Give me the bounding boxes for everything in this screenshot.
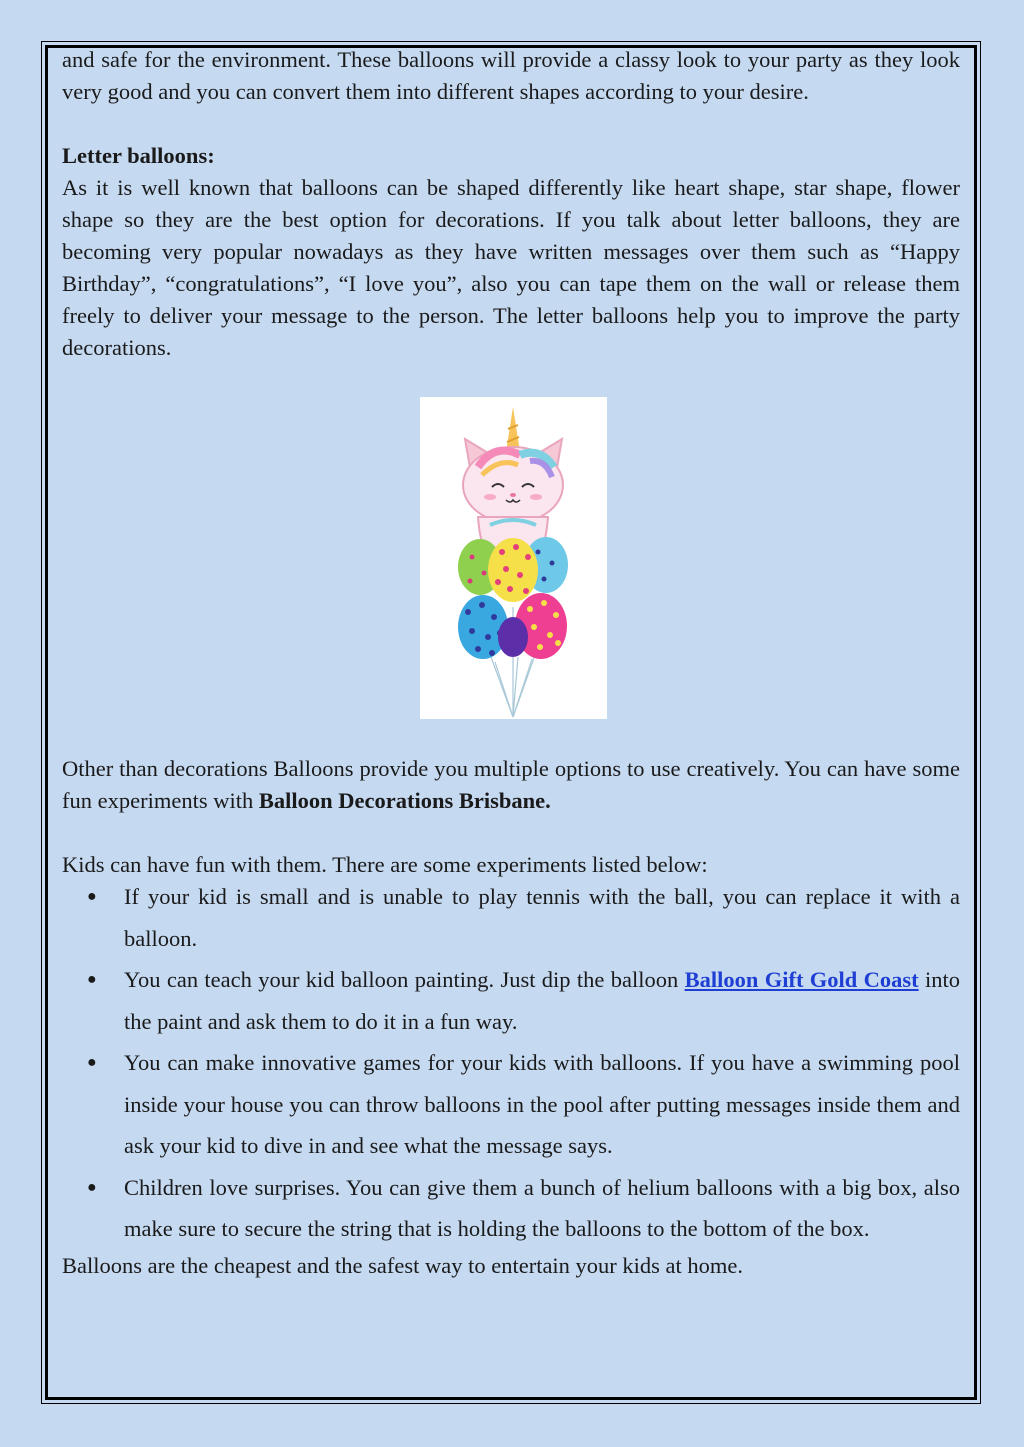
- brisbane-keyword: Balloon Decorations Brisbane.: [258, 788, 551, 813]
- list-item-text: into the paint and ask them to do it in a fun way.: [124, 967, 960, 1034]
- balloon-bouquet-image: [420, 397, 607, 719]
- experiments-list: [62, 876, 960, 1250]
- list-item-text: If your kid is small and is unable to play tennis with the ball, you can replace it with a balloon.: [124, 884, 960, 951]
- kids-intro: Kids can have fun with them. There are some experiments listed below:: [62, 852, 708, 877]
- bullet-icon: ●: [87, 1178, 97, 1196]
- list-item-text: Children love surprises. You can give them a bunch of helium balloons with a big box, also make sure to secure the string that is holding the balloons to the bottom of the box.: [124, 1174, 960, 1241]
- closing-paragraph: Balloons are the cheapest and the safest way to entertain your kids at home.: [62, 1252, 744, 1278]
- letter-balloons-heading: Letter balloons:: [62, 143, 215, 168]
- list-item-text: You can teach your kid balloon painting. Just dip the balloon: [124, 967, 685, 992]
- lower-content: [62, 753, 960, 1282]
- other-options-paragraph: [62, 753, 960, 817]
- list-item: [62, 876, 960, 959]
- upper-content: [62, 44, 960, 364]
- other-options-text: Other than decorations Balloons provide you multiple options to use creatively. You can have some fun experiments with: [62, 756, 960, 813]
- balloon-gift-gold-coast-link[interactable]: Balloon Gift Gold Coast: [684, 967, 919, 992]
- list-item-text: You can make innovative games for your kids with balloons. If you have a swimming pool inside your house you can throw balloons in the pool after putting messages inside them and ask your kid to dive in and see what the message says.: [124, 1050, 960, 1158]
- list-item: [62, 1042, 960, 1167]
- list-item: [62, 1167, 960, 1250]
- intro-paragraph: and safe for the environment. These balloons will provide a classy look to your party as they look very good and you can convert them into different shapes according to your desire.: [62, 47, 960, 104]
- bullet-icon: ●: [87, 971, 97, 988]
- bullet-icon: ●: [87, 888, 97, 905]
- letter-balloons-paragraph: As it is well known that balloons can be shaped differently like heart shape, star shape, flower shape so they are the best option for decorations. If you talk about letter balloons, they are becoming very popular nowadays as they have written messages over them such as “Happy Birthday”, “congratulations”, “I love you”, also you can tape them on the wall or release them freely to deliver your message to the person. The letter balloons help you to improve the party decorations.: [62, 175, 960, 360]
- bullet-icon: ●: [87, 1054, 97, 1071]
- list-item: [62, 959, 960, 1042]
